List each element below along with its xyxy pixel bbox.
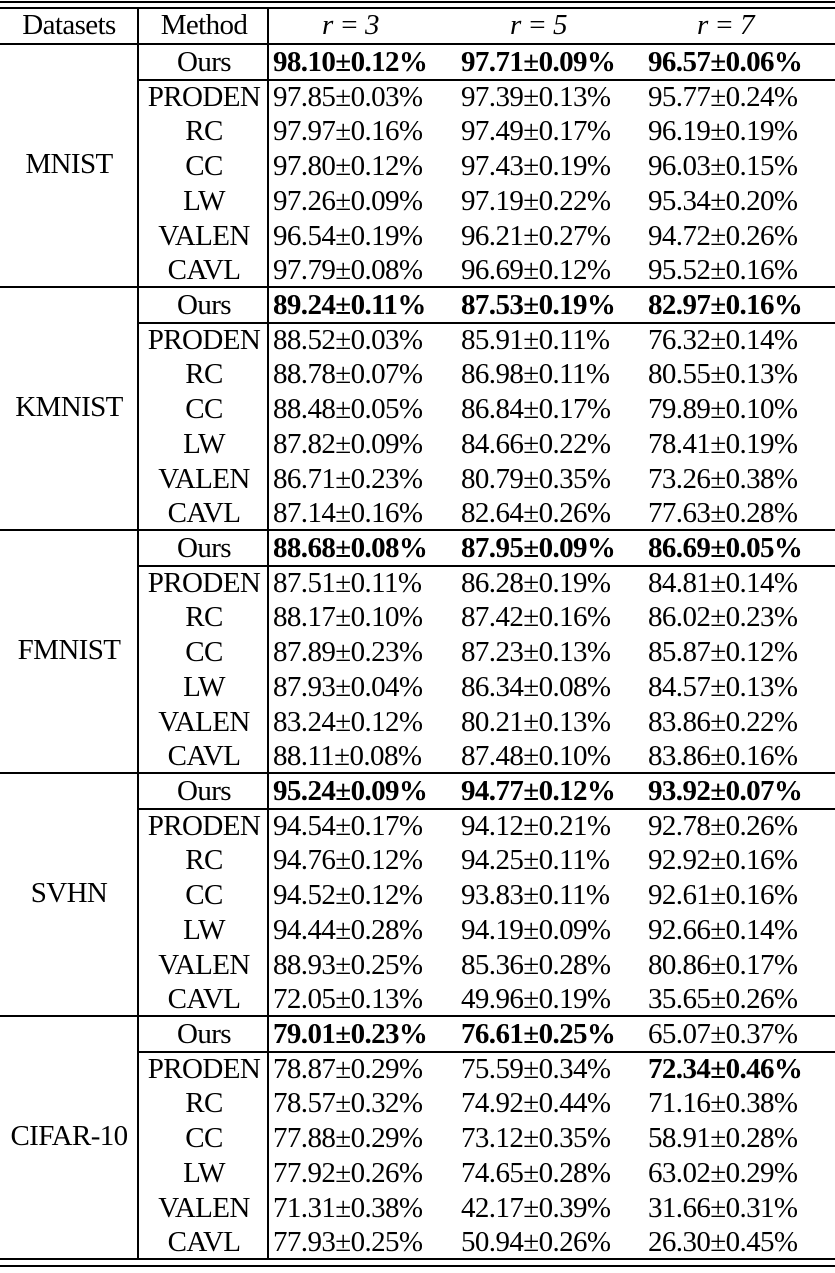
value-cell-r3: 87.51±0.11% bbox=[273, 567, 422, 599]
value-cell-r3: 88.48±0.05% bbox=[273, 393, 423, 425]
value-cell-r7: 96.57±0.06% bbox=[648, 46, 803, 78]
value-cell-r3: 78.87±0.29% bbox=[273, 1053, 423, 1085]
value-cell-r7: 92.78±0.26% bbox=[648, 810, 798, 842]
value-cell-r3: 87.14±0.16% bbox=[273, 497, 423, 529]
header-r7 bbox=[697, 8, 754, 42]
value-cell-r5: 85.91±0.11% bbox=[461, 324, 610, 356]
method-cell: RC bbox=[185, 358, 223, 390]
value-cell-r5: 94.12±0.21% bbox=[461, 810, 611, 842]
value-cell-r3: 88.93±0.25% bbox=[273, 949, 423, 981]
value-cell-r3: 77.88±0.29% bbox=[273, 1122, 423, 1154]
value-cell-r3: 97.80±0.12% bbox=[273, 150, 423, 182]
value-cell-r3: 88.52±0.03% bbox=[273, 324, 423, 356]
method-cell: Ours bbox=[177, 532, 231, 564]
header-r5-label: r = 5 bbox=[510, 9, 567, 41]
method-cell: CC bbox=[185, 879, 223, 911]
value-cell-r3: 83.24±0.12% bbox=[273, 706, 423, 738]
value-cell-r5: 87.42±0.16% bbox=[461, 601, 611, 633]
value-cell-r3: 77.92±0.26% bbox=[273, 1157, 423, 1189]
value-cell-r5: 87.53±0.19% bbox=[461, 289, 616, 321]
method-cell: RC bbox=[185, 115, 223, 147]
method-cell: VALEN bbox=[158, 1192, 250, 1224]
value-cell-r7: 95.34±0.20% bbox=[648, 185, 798, 217]
value-cell-r5: 97.19±0.22% bbox=[461, 185, 611, 217]
value-cell-r5: 49.96±0.19% bbox=[461, 983, 611, 1015]
value-cell-r5: 97.39±0.13% bbox=[461, 81, 611, 113]
header-r7-label: r = 7 bbox=[697, 9, 754, 41]
value-cell-r5: 96.21±0.27% bbox=[461, 220, 611, 252]
value-cell-r7: 95.52±0.16% bbox=[648, 254, 798, 286]
value-cell-r7: 85.87±0.12% bbox=[648, 636, 798, 668]
header-r3-label: r = 3 bbox=[322, 9, 379, 41]
method-cell: CC bbox=[185, 150, 223, 182]
header-method: Method bbox=[160, 9, 248, 41]
value-cell-r7: 96.03±0.15% bbox=[648, 150, 798, 182]
value-cell-r5: 85.36±0.28% bbox=[461, 949, 611, 981]
value-cell-r5: 97.43±0.19% bbox=[461, 150, 611, 182]
value-cell-r5: 87.23±0.13% bbox=[461, 636, 611, 668]
method-cell: CC bbox=[185, 393, 223, 425]
method-cell: CAVL bbox=[167, 497, 241, 529]
value-cell-r3: 98.10±0.12% bbox=[273, 46, 428, 78]
value-cell-r7: 79.89±0.10% bbox=[648, 393, 798, 425]
value-cell-r3: 87.82±0.09% bbox=[273, 428, 423, 460]
method-cell: LW bbox=[183, 428, 225, 460]
value-cell-r3: 94.44±0.28% bbox=[273, 914, 423, 946]
method-cell: LW bbox=[183, 914, 225, 946]
method-cell: PRODEN bbox=[147, 324, 261, 356]
value-cell-r3: 95.24±0.09% bbox=[273, 775, 428, 807]
value-cell-r3: 97.85±0.03% bbox=[273, 81, 423, 113]
value-cell-r7: 84.57±0.13% bbox=[648, 671, 798, 703]
value-cell-r7: 86.02±0.23% bbox=[648, 601, 798, 633]
method-cell: Ours bbox=[177, 775, 231, 807]
method-cell: PRODEN bbox=[147, 810, 261, 842]
value-cell-r3: 97.79±0.08% bbox=[273, 254, 423, 286]
method-cell: Ours bbox=[177, 289, 231, 321]
value-cell-r5: 86.34±0.08% bbox=[461, 671, 611, 703]
method-cell: Ours bbox=[177, 46, 231, 78]
dataset-label: SVHN bbox=[30, 877, 108, 909]
header-datasets: Datasets bbox=[22, 9, 116, 41]
method-cell: CC bbox=[185, 1122, 223, 1154]
value-cell-r3: 97.26±0.09% bbox=[273, 185, 423, 217]
method-cell: RC bbox=[185, 601, 223, 633]
bottom-rule bbox=[0, 1258, 835, 1260]
value-cell-r5: 87.48±0.10% bbox=[461, 740, 611, 772]
value-cell-r5: 84.66±0.22% bbox=[461, 428, 611, 460]
value-cell-r3: 88.11±0.08% bbox=[273, 740, 422, 772]
value-cell-r3: 88.68±0.08% bbox=[273, 532, 428, 564]
value-cell-r7: 63.02±0.29% bbox=[648, 1157, 798, 1189]
method-cell: VALEN bbox=[158, 706, 250, 738]
value-cell-r3: 77.93±0.25% bbox=[273, 1226, 423, 1258]
dataset-label: MNIST bbox=[25, 148, 113, 180]
value-cell-r3: 94.76±0.12% bbox=[273, 844, 423, 876]
method-cell: RC bbox=[185, 1087, 223, 1119]
value-cell-r3: 88.17±0.10% bbox=[273, 601, 423, 633]
value-cell-r3: 72.05±0.13% bbox=[273, 983, 423, 1015]
method-cell: LW bbox=[183, 671, 225, 703]
method-cell: CAVL bbox=[167, 740, 241, 772]
value-cell-r7: 83.86±0.22% bbox=[648, 706, 798, 738]
value-cell-r3: 96.54±0.19% bbox=[273, 220, 423, 252]
value-cell-r5: 80.21±0.13% bbox=[461, 706, 611, 738]
value-cell-r7: 71.16±0.38% bbox=[648, 1087, 798, 1119]
value-cell-r5: 50.94±0.26% bbox=[461, 1226, 611, 1258]
value-cell-r7: 95.77±0.24% bbox=[648, 81, 798, 113]
value-cell-r5: 42.17±0.39% bbox=[461, 1192, 611, 1224]
value-cell-r7: 96.19±0.19% bbox=[648, 115, 798, 147]
value-cell-r7: 35.65±0.26% bbox=[648, 983, 798, 1015]
value-cell-r7: 76.32±0.14% bbox=[648, 324, 798, 356]
value-cell-r5: 80.79±0.35% bbox=[461, 463, 611, 495]
value-cell-r3: 86.71±0.23% bbox=[273, 463, 423, 495]
value-cell-r5: 87.95±0.09% bbox=[461, 532, 616, 564]
value-cell-r3: 79.01±0.23% bbox=[273, 1018, 428, 1050]
value-cell-r3: 88.78±0.07% bbox=[273, 358, 423, 390]
value-cell-r7: 82.97±0.16% bbox=[648, 289, 803, 321]
header-r5 bbox=[510, 8, 567, 42]
header-r3 bbox=[322, 8, 379, 42]
value-cell-r5: 82.64±0.26% bbox=[461, 497, 611, 529]
value-cell-r7: 93.92±0.07% bbox=[648, 775, 803, 807]
method-cell: LW bbox=[183, 1157, 225, 1189]
method-cell: RC bbox=[185, 844, 223, 876]
method-cell: CAVL bbox=[167, 1226, 241, 1258]
value-cell-r7: 92.66±0.14% bbox=[648, 914, 798, 946]
value-cell-r3: 87.89±0.23% bbox=[273, 636, 423, 668]
method-cell: CAVL bbox=[167, 983, 241, 1015]
bottom-rule-outer bbox=[0, 1265, 835, 1267]
value-cell-r5: 94.19±0.09% bbox=[461, 914, 611, 946]
method-cell: VALEN bbox=[158, 220, 250, 252]
value-cell-r7: 73.26±0.38% bbox=[648, 463, 798, 495]
dataset-label: FMNIST bbox=[17, 634, 121, 666]
method-cell: PRODEN bbox=[147, 81, 261, 113]
value-cell-r3: 94.52±0.12% bbox=[273, 879, 423, 911]
value-cell-r7: 92.61±0.16% bbox=[648, 879, 798, 911]
method-cell: VALEN bbox=[158, 949, 250, 981]
value-cell-r7: 86.69±0.05% bbox=[648, 532, 803, 564]
dataset-label: KMNIST bbox=[15, 391, 123, 423]
method-cell: CC bbox=[185, 636, 223, 668]
method-cell: VALEN bbox=[158, 463, 250, 495]
method-cell: CAVL bbox=[167, 254, 241, 286]
method-cell: Ours bbox=[177, 1018, 231, 1050]
value-cell-r3: 89.24±0.11% bbox=[273, 289, 426, 321]
value-cell-r7: 80.86±0.17% bbox=[648, 949, 798, 981]
value-cell-r3: 87.93±0.04% bbox=[273, 671, 423, 703]
value-cell-r5: 86.84±0.17% bbox=[461, 393, 611, 425]
value-cell-r5: 96.69±0.12% bbox=[461, 254, 611, 286]
value-cell-r7: 92.92±0.16% bbox=[648, 844, 798, 876]
value-cell-r5: 74.92±0.44% bbox=[461, 1087, 611, 1119]
value-cell-r5: 75.59±0.34% bbox=[461, 1053, 611, 1085]
value-cell-r5: 86.28±0.19% bbox=[461, 567, 611, 599]
value-cell-r5: 97.49±0.17% bbox=[461, 115, 611, 147]
value-cell-r7: 58.91±0.28% bbox=[648, 1122, 798, 1154]
value-cell-r3: 94.54±0.17% bbox=[273, 810, 423, 842]
value-cell-r5: 76.61±0.25% bbox=[461, 1018, 616, 1050]
value-cell-r7: 78.41±0.19% bbox=[648, 428, 798, 460]
value-cell-r5: 86.98±0.11% bbox=[461, 358, 610, 390]
method-cell: PRODEN bbox=[147, 567, 261, 599]
dataset-label: CIFAR-10 bbox=[10, 1120, 128, 1152]
value-cell-r7: 72.34±0.46% bbox=[648, 1053, 803, 1085]
value-cell-r7: 26.30±0.45% bbox=[648, 1226, 798, 1258]
value-cell-r3: 71.31±0.38% bbox=[273, 1192, 423, 1224]
value-cell-r7: 80.55±0.13% bbox=[648, 358, 798, 390]
value-cell-r7: 31.66±0.31% bbox=[648, 1192, 798, 1224]
value-cell-r7: 94.72±0.26% bbox=[648, 220, 798, 252]
value-cell-r7: 83.86±0.16% bbox=[648, 740, 798, 772]
top-rule bbox=[0, 1, 835, 3]
value-cell-r5: 73.12±0.35% bbox=[461, 1122, 611, 1154]
value-cell-r5: 94.77±0.12% bbox=[461, 775, 616, 807]
value-cell-r5: 74.65±0.28% bbox=[461, 1157, 611, 1189]
value-cell-r5: 93.83±0.11% bbox=[461, 879, 610, 911]
value-cell-r5: 97.71±0.09% bbox=[461, 46, 616, 78]
method-cell: LW bbox=[183, 185, 225, 217]
value-cell-r7: 65.07±0.37% bbox=[648, 1018, 798, 1050]
method-cell: PRODEN bbox=[147, 1053, 261, 1085]
value-cell-r7: 84.81±0.14% bbox=[648, 567, 798, 599]
value-cell-r5: 94.25±0.11% bbox=[461, 844, 610, 876]
value-cell-r3: 97.97±0.16% bbox=[273, 115, 423, 147]
value-cell-r3: 78.57±0.32% bbox=[273, 1087, 423, 1119]
value-cell-r7: 77.63±0.28% bbox=[648, 497, 798, 529]
